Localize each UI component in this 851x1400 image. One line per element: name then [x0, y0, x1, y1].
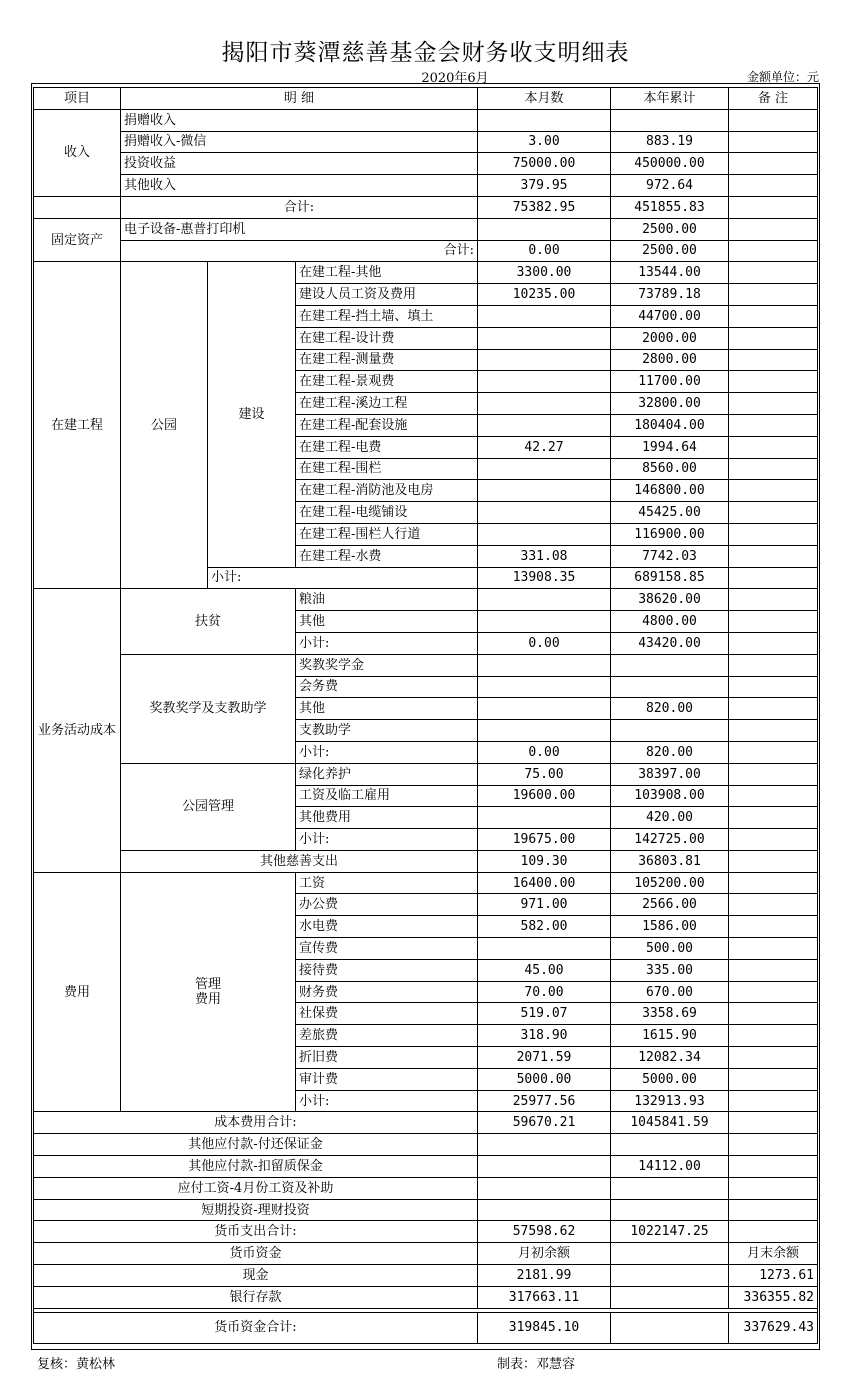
- year-value: 7742.03: [611, 545, 729, 567]
- note-cell: [729, 720, 818, 742]
- cash-end-value: 1273.61: [729, 1265, 818, 1287]
- year-value: 11700.00: [611, 371, 729, 393]
- month-value: 331.08: [478, 545, 611, 567]
- cash-header-row: [34, 1243, 818, 1265]
- year-value: 820.00: [611, 741, 729, 763]
- detail-name: 工资: [296, 872, 478, 894]
- month-value: [478, 523, 611, 545]
- year-value: 670.00: [611, 981, 729, 1003]
- month-value: 59670.21: [478, 1112, 611, 1134]
- month-value: [478, 676, 611, 698]
- month-value: [478, 654, 611, 676]
- income-row: [34, 153, 818, 175]
- cash-begin-header: 月初余额: [478, 1243, 611, 1265]
- note-cell: [729, 698, 818, 720]
- blank-cell: [611, 1243, 729, 1265]
- note-cell: [729, 763, 818, 785]
- note-cell: [729, 480, 818, 502]
- month-value: 75000.00: [478, 153, 611, 175]
- section-business-label: 业务活动成本: [34, 589, 121, 872]
- cash-end-value: 336355.82: [729, 1286, 818, 1308]
- year-value: 2800.00: [611, 349, 729, 371]
- currency-unit: 金额单位：元: [746, 70, 819, 84]
- note-cell: [729, 393, 818, 415]
- year-value: 43420.00: [611, 632, 729, 654]
- income-row: [34, 131, 818, 153]
- month-value: [478, 1134, 611, 1156]
- month-value: [478, 698, 611, 720]
- summary-label: 应付工资-4月份工资及补助: [34, 1177, 478, 1199]
- note-cell: [729, 436, 818, 458]
- note-cell: [729, 1221, 818, 1243]
- business-poverty-label: 扶贫: [121, 589, 296, 654]
- note-cell: [729, 611, 818, 633]
- page-title: 揭阳市葵潭慈善基金会财务收支明细表: [221, 40, 630, 66]
- note-cell: [729, 938, 818, 960]
- month-value: [478, 1199, 611, 1221]
- detail-name: 小计:: [208, 567, 478, 589]
- month-value: [478, 720, 611, 742]
- year-value: 132913.93: [611, 1090, 729, 1112]
- detail-name: 建设人员工资及费用: [296, 284, 478, 306]
- month-value: 971.00: [478, 894, 611, 916]
- month-value: 70.00: [478, 981, 611, 1003]
- month-value: 75.00: [478, 763, 611, 785]
- business-other-label: 其他慈善支出: [121, 850, 478, 872]
- note-cell: [729, 458, 818, 480]
- year-value: 32800.00: [611, 393, 729, 415]
- month-value: [478, 414, 611, 436]
- year-value: 8560.00: [611, 458, 729, 480]
- month-value: [478, 589, 611, 611]
- note-cell: [729, 850, 818, 872]
- cash-row: [34, 1265, 818, 1287]
- year-value: 180404.00: [611, 414, 729, 436]
- month-value: 582.00: [478, 916, 611, 938]
- section-income-label: 收入: [34, 109, 121, 196]
- note-cell: [729, 414, 818, 436]
- note-cell: [729, 502, 818, 524]
- construction-build-label: 建设: [208, 262, 296, 567]
- cash-total-end: 337629.43: [729, 1312, 818, 1343]
- note-cell: [729, 175, 818, 197]
- month-value: [478, 1156, 611, 1178]
- year-value: 1615.90: [611, 1025, 729, 1047]
- month-value: [478, 611, 611, 633]
- month-value: 45.00: [478, 959, 611, 981]
- month-value: 3.00: [478, 131, 611, 153]
- business-other-row: [34, 850, 818, 872]
- month-value: [478, 109, 611, 131]
- year-value: 38620.00: [611, 589, 729, 611]
- summary-label: 其他应付款-扣留质保金: [34, 1156, 478, 1178]
- year-value: 2566.00: [611, 894, 729, 916]
- year-value: 146800.00: [611, 480, 729, 502]
- year-value: [611, 654, 729, 676]
- note-cell: [729, 349, 818, 371]
- note-cell: [729, 523, 818, 545]
- blank-cell: [611, 1286, 729, 1308]
- note-cell: [729, 981, 818, 1003]
- note-cell: [729, 959, 818, 981]
- month-value: 25977.56: [478, 1090, 611, 1112]
- note-cell: [729, 1177, 818, 1199]
- note-cell: [729, 1134, 818, 1156]
- detail-name: 在建工程-溪边工程: [296, 393, 478, 415]
- month-value: 0.00: [478, 240, 611, 262]
- detail-name: 粮油: [296, 589, 478, 611]
- month-value: 519.07: [478, 1003, 611, 1025]
- detail-name: 差旅费: [296, 1025, 478, 1047]
- year-value: 36803.81: [611, 850, 729, 872]
- detail-name: 小计:: [296, 1090, 478, 1112]
- year-value: 883.19: [611, 131, 729, 153]
- year-value: 4800.00: [611, 611, 729, 633]
- header-item: 项目: [34, 88, 121, 110]
- summary-label: 短期投资-理财投资: [34, 1199, 478, 1221]
- cash-begin-value: 317663.11: [478, 1286, 611, 1308]
- income-row: [34, 109, 818, 131]
- note-cell: [729, 916, 818, 938]
- year-value: 2000.00: [611, 327, 729, 349]
- year-value: 45425.00: [611, 502, 729, 524]
- summary-row: [34, 1112, 818, 1134]
- detail-name: 支教助学: [296, 720, 478, 742]
- year-value: 2500.00: [611, 240, 729, 262]
- year-value: [611, 676, 729, 698]
- note-cell: [729, 1003, 818, 1025]
- summary-row: [34, 1134, 818, 1156]
- note-cell: [729, 785, 818, 807]
- month-value: 2071.59: [478, 1047, 611, 1069]
- section-construction-label: 在建工程: [34, 262, 121, 589]
- income-total-row: [34, 196, 818, 218]
- detail-name: 在建工程-景观费: [296, 371, 478, 393]
- year-value: 44700.00: [611, 305, 729, 327]
- month-value: 3300.00: [478, 262, 611, 284]
- detail-name: 在建工程-电缆铺设: [296, 502, 478, 524]
- note-cell: [729, 1068, 818, 1090]
- note-cell: [729, 894, 818, 916]
- note-cell: [729, 1199, 818, 1221]
- business-edu-label: 奖教奖学及支教助学: [121, 654, 296, 763]
- cash-end-header: 月末余额: [729, 1243, 818, 1265]
- month-value: [478, 807, 611, 829]
- detail-name: 审计费: [296, 1068, 478, 1090]
- expense-row: [34, 872, 818, 894]
- detail-name: 捐赠收入: [121, 109, 478, 131]
- cash-header-label: 货币资金: [34, 1243, 478, 1265]
- month-value: 109.30: [478, 850, 611, 872]
- month-value: [478, 218, 611, 240]
- month-value: 318.90: [478, 1025, 611, 1047]
- year-value: 1994.64: [611, 436, 729, 458]
- detail-name: 小计:: [296, 632, 478, 654]
- note-cell: [729, 567, 818, 589]
- month-value: 16400.00: [478, 872, 611, 894]
- finance-table-body: [34, 88, 818, 1344]
- detail-name: 在建工程-设计费: [296, 327, 478, 349]
- income-total-label: 合计:: [121, 196, 478, 218]
- note-cell: [729, 654, 818, 676]
- summary-row: [34, 1177, 818, 1199]
- summary-row: [34, 1156, 818, 1178]
- note-cell: [729, 1025, 818, 1047]
- month-value: 19600.00: [478, 785, 611, 807]
- blank-cell: [611, 1312, 729, 1343]
- summary-row: [34, 1199, 818, 1221]
- detail-name: 其他: [296, 698, 478, 720]
- year-value: [611, 109, 729, 131]
- note-cell: [729, 262, 818, 284]
- month-value: [478, 938, 611, 960]
- year-value: 12082.34: [611, 1047, 729, 1069]
- cash-label: 现金: [34, 1265, 478, 1287]
- detail-name: 在建工程-水费: [296, 545, 478, 567]
- summary-row: [34, 1221, 818, 1243]
- expense-mgmt-line1: 管理: [194, 977, 221, 993]
- note-cell: [729, 131, 818, 153]
- fixed-total-label: 合计:: [121, 240, 478, 262]
- header-month: 本月数: [478, 88, 611, 110]
- detail-name: 社保费: [296, 1003, 478, 1025]
- year-value: 2500.00: [611, 218, 729, 240]
- year-value: 38397.00: [611, 763, 729, 785]
- year-value: 14112.00: [611, 1156, 729, 1178]
- year-value: 820.00: [611, 698, 729, 720]
- business-row: [34, 589, 818, 611]
- year-value: 500.00: [611, 938, 729, 960]
- year-value: 142725.00: [611, 829, 729, 851]
- section-fixed-label: 固定资产: [34, 218, 121, 262]
- blank-cell: [34, 196, 121, 218]
- month-value: [478, 393, 611, 415]
- detail-name: 宣传费: [296, 938, 478, 960]
- year-value: 116900.00: [611, 523, 729, 545]
- note-cell: [729, 371, 818, 393]
- year-value: 420.00: [611, 807, 729, 829]
- year-value: 105200.00: [611, 872, 729, 894]
- year-value: 5000.00: [611, 1068, 729, 1090]
- detail-name: 折旧费: [296, 1047, 478, 1069]
- year-value: 73789.18: [611, 284, 729, 306]
- cash-total-row: [34, 1312, 818, 1343]
- detail-name: 接待费: [296, 959, 478, 981]
- business-row: [34, 763, 818, 785]
- detail-name: 其他: [296, 611, 478, 633]
- month-value: [478, 1177, 611, 1199]
- year-value: 450000.00: [611, 153, 729, 175]
- detail-name: 在建工程-其他: [296, 262, 478, 284]
- year-value: [611, 1134, 729, 1156]
- detail-name: 在建工程-围栏: [296, 458, 478, 480]
- maker-signature: 制表：邓慧容: [497, 1357, 576, 1372]
- detail-name: 财务费: [296, 981, 478, 1003]
- month-value: 0.00: [478, 632, 611, 654]
- note-cell: [729, 545, 818, 567]
- detail-name: 投资收益: [121, 153, 478, 175]
- note-cell: [729, 305, 818, 327]
- finance-table: [33, 87, 818, 1344]
- detail-name: 在建工程-电费: [296, 436, 478, 458]
- cash-begin-value: 2181.99: [478, 1265, 611, 1287]
- detail-name: 会务费: [296, 676, 478, 698]
- year-value: 972.64: [611, 175, 729, 197]
- cash-total-begin: 319845.10: [478, 1312, 611, 1343]
- business-row: [34, 654, 818, 676]
- income-row: [34, 175, 818, 197]
- note-cell: [729, 1112, 818, 1134]
- year-value: 335.00: [611, 959, 729, 981]
- month-value: 0.00: [478, 741, 611, 763]
- detail-name: 绿化养护: [296, 763, 478, 785]
- note-cell: [729, 589, 818, 611]
- header-note: 备 注: [729, 88, 818, 110]
- year-value: 451855.83: [611, 196, 729, 218]
- detail-name: 在建工程-挡土墙、填土: [296, 305, 478, 327]
- year-value: 13544.00: [611, 262, 729, 284]
- business-parkmgmt-label: 公园管理: [121, 763, 296, 850]
- month-value: [478, 327, 611, 349]
- month-value: [478, 502, 611, 524]
- month-value: [478, 458, 611, 480]
- year-value: 103908.00: [611, 785, 729, 807]
- note-cell: [729, 240, 818, 262]
- note-cell: [729, 741, 818, 763]
- fixed-total-row: [34, 240, 818, 262]
- note-cell: [729, 1156, 818, 1178]
- note-cell: [729, 872, 818, 894]
- month-value: 13908.35: [478, 567, 611, 589]
- detail-name: 奖教奖学金: [296, 654, 478, 676]
- detail-name: 在建工程-消防池及电房: [296, 480, 478, 502]
- note-cell: [729, 807, 818, 829]
- detail-name: 其他费用: [296, 807, 478, 829]
- cash-total-label: 货币资金合计:: [34, 1312, 478, 1343]
- year-value: 1022147.25: [611, 1221, 729, 1243]
- year-value: [611, 720, 729, 742]
- detail-name: 工资及临工雇用: [296, 785, 478, 807]
- section-expense-label: 费用: [34, 872, 121, 1112]
- detail-name: 小计:: [296, 741, 478, 763]
- detail-name: 小计:: [296, 829, 478, 851]
- note-cell: [729, 284, 818, 306]
- header-row: [34, 88, 818, 110]
- expense-mgmt-label: [121, 872, 296, 1112]
- month-value: 57598.62: [478, 1221, 611, 1243]
- month-value: [478, 371, 611, 393]
- note-cell: [729, 153, 818, 175]
- month-value: 10235.00: [478, 284, 611, 306]
- note-cell: [729, 829, 818, 851]
- expense-mgmt-line2: 费用: [194, 992, 221, 1008]
- note-cell: [729, 1047, 818, 1069]
- month-value: 75382.95: [478, 196, 611, 218]
- summary-label: 成本费用合计:: [34, 1112, 478, 1134]
- year-value: [611, 1177, 729, 1199]
- construction-park-label: 公园: [121, 262, 208, 589]
- month-value: 19675.00: [478, 829, 611, 851]
- year-value: 1586.00: [611, 916, 729, 938]
- blank-cell: [611, 1265, 729, 1287]
- detail-name: 在建工程-围栏人行道: [296, 523, 478, 545]
- detail-name: 水电费: [296, 916, 478, 938]
- header-detail: 明 细: [121, 88, 478, 110]
- fixed-asset-row: [34, 218, 818, 240]
- header-year: 本年累计: [611, 88, 729, 110]
- note-cell: [729, 327, 818, 349]
- detail-name: 办公费: [296, 894, 478, 916]
- note-cell: [729, 632, 818, 654]
- note-cell: [729, 676, 818, 698]
- cash-label: 银行存款: [34, 1286, 478, 1308]
- month-value: [478, 480, 611, 502]
- detail-name: 在建工程-配套设施: [296, 414, 478, 436]
- year-value: 3358.69: [611, 1003, 729, 1025]
- detail-name: 电子设备-惠普打印机: [121, 218, 478, 240]
- note-cell: [729, 109, 818, 131]
- note-cell: [729, 218, 818, 240]
- month-value: [478, 349, 611, 371]
- year-value: 689158.85: [611, 567, 729, 589]
- year-value: [611, 1199, 729, 1221]
- note-cell: [729, 196, 818, 218]
- construction-row: [34, 262, 818, 284]
- detail-name: 在建工程-测量费: [296, 349, 478, 371]
- detail-name: 其他收入: [121, 175, 478, 197]
- month-value: 5000.00: [478, 1068, 611, 1090]
- summary-label: 其他应付款-付还保证金: [34, 1134, 478, 1156]
- note-cell: [729, 1090, 818, 1112]
- report-date: 2020年6月: [421, 71, 489, 86]
- cash-row: [34, 1286, 818, 1308]
- month-value: [478, 305, 611, 327]
- month-value: 379.95: [478, 175, 611, 197]
- detail-name: 捐赠收入-微信: [121, 131, 478, 153]
- summary-label: 货币支出合计:: [34, 1221, 478, 1243]
- year-value: 1045841.59: [611, 1112, 729, 1134]
- reviewer-signature: 复核：黄松林: [37, 1357, 116, 1372]
- month-value: 42.27: [478, 436, 611, 458]
